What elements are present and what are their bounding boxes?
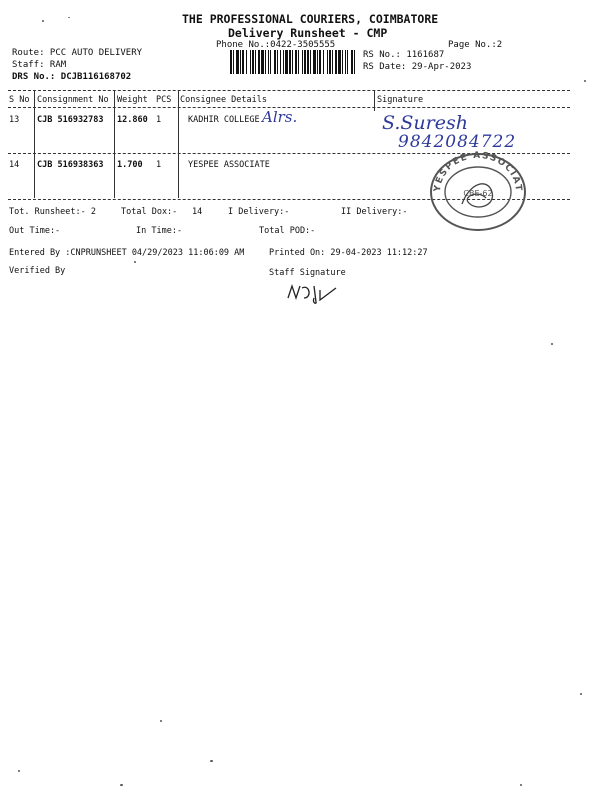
signature-graphic [284, 280, 340, 306]
barcode-bar [319, 50, 321, 74]
row-weight: 1.700 [117, 160, 143, 170]
document-title: Delivery Runsheet - CMP [228, 26, 388, 40]
barcode-bar [289, 50, 291, 74]
row-details: YESPEE ASSOCIATE [188, 160, 270, 170]
scan-speck [42, 20, 44, 22]
barcode-bar [258, 50, 260, 74]
barcode-bar [250, 50, 251, 74]
handwritten-initial: Alrs. [262, 108, 298, 126]
stamp-graphic [426, 146, 530, 232]
scan-speck [520, 784, 522, 786]
barcode-bar [285, 50, 288, 74]
company-name: THE PROFESSIONAL COURIERS, COIMBATORE [182, 12, 439, 26]
barcode-bar [268, 50, 269, 74]
barcode-bar [265, 50, 266, 74]
printed-on: Printed On: 29-04-2023 11:12:27 [269, 248, 428, 258]
barcode-bar [240, 50, 241, 74]
total-runsheet: Tot. Runsheet:- 2 [9, 207, 96, 217]
ii-delivery: II Delivery:- [341, 207, 408, 217]
row-weight: 12.860 [117, 115, 148, 125]
in-time: In Time:- [136, 226, 183, 236]
scan-speck [210, 760, 213, 762]
page-number: Page No.:2 [448, 40, 503, 50]
out-time: Out Time:- [9, 226, 61, 236]
barcode-bar [335, 50, 337, 74]
barcode [230, 50, 356, 74]
barcode-bar [354, 50, 355, 74]
staff-label: Staff: RAM [12, 60, 67, 70]
scan-speck [68, 17, 70, 18]
verified-by: Verified By [9, 266, 66, 276]
phone-number: Phone No.:0422-3505555 [216, 40, 336, 50]
barcode-bar [345, 50, 346, 74]
row-consignment: CJB 516932783 [37, 115, 104, 125]
rs-date: RS Date: 29-Apr-2023 [363, 62, 472, 72]
barcode-bar [351, 50, 353, 74]
barcode-bar [327, 50, 328, 74]
col-header-signature: Signature [377, 95, 424, 105]
stamp-center-text: CBE-62 [463, 189, 493, 198]
barcode-bar [338, 50, 341, 74]
barcode-bar [317, 50, 318, 74]
col-sep-1 [34, 91, 35, 198]
i-delivery: I Delivery:- [228, 207, 290, 217]
drs-number: DCJB116168702 [60, 72, 132, 82]
route-label: Route: PCC AUTO DELIVERY [12, 48, 143, 58]
entered-by: Entered By :CNPRUNSHEET 04/29/2023 11:06:09 AM [9, 248, 245, 258]
stamp-text: YESPEE ASSOCIAT [432, 150, 524, 193]
row-details: KADHIR COLLEGE [188, 115, 260, 125]
row-sno: 13 [9, 115, 20, 125]
barcode-bar [292, 50, 293, 74]
col-header-weight: Weight [117, 95, 148, 105]
barcode-bar [270, 50, 271, 74]
barcode-bar [233, 50, 234, 74]
col-sep-4 [374, 91, 375, 111]
drs-label [12, 72, 131, 82]
scan-speck [580, 693, 582, 695]
col-header-sno: S No [9, 95, 30, 105]
col-header-details: Consignee Details [180, 95, 267, 105]
scan-speck [584, 80, 586, 82]
row-consignment: CJB 516938363 [37, 160, 104, 170]
scan-speck [120, 784, 123, 786]
handwritten-receiver-phone: 9842084722 [398, 132, 517, 152]
scan-speck [18, 770, 20, 772]
barcode-bar [313, 50, 316, 74]
barcode-bar [277, 50, 278, 74]
table-top-rule [8, 90, 570, 91]
barcode-bar [252, 50, 254, 74]
total-dox-label: Total Dox:- [121, 207, 178, 217]
barcode-bar [283, 50, 284, 74]
row-pcs: 1 [156, 115, 162, 125]
col-sep-3 [178, 91, 179, 198]
row-pcs: 1 [156, 160, 162, 170]
barcode-bar [298, 50, 299, 74]
barcode-bar [307, 50, 309, 74]
drs-label-text: DRS No.: [12, 72, 56, 82]
col-header-consignment: Consignment No [37, 95, 109, 105]
company-stamp [426, 146, 530, 232]
barcode-bar [230, 50, 232, 74]
handwritten-receiver-name: S.Suresh [382, 112, 468, 134]
scan-speck [160, 720, 162, 722]
scan-speck [134, 261, 136, 263]
rs-number: RS No.: 1161687 [363, 50, 445, 60]
row-sno: 14 [9, 160, 20, 170]
barcode-bar [329, 50, 331, 74]
staff-signature-scribble [284, 280, 340, 306]
col-header-pcs: PCS [156, 95, 172, 105]
barcode-bar [304, 50, 306, 74]
col-sep-2 [114, 91, 115, 198]
barcode-bar [236, 50, 239, 74]
barcode-bar [255, 50, 256, 74]
barcode-bar [274, 50, 276, 74]
total-dox-value: 14 [192, 207, 203, 217]
barcode-bar [310, 50, 311, 74]
barcode-bar [302, 50, 303, 74]
barcode-bar [347, 50, 348, 74]
total-pod: Total POD:- [259, 226, 316, 236]
barcode-bar [295, 50, 297, 74]
barcode-bar [342, 50, 343, 74]
scan-speck [551, 343, 553, 345]
barcode-bar [323, 50, 324, 74]
barcode-bar [280, 50, 281, 74]
staff-signature-label: Staff Signature [269, 268, 346, 278]
barcode-bar [332, 50, 333, 74]
barcode-bars [230, 50, 356, 74]
barcode-bar [242, 50, 244, 74]
barcode-bar [246, 50, 247, 74]
barcode-bar [261, 50, 264, 74]
